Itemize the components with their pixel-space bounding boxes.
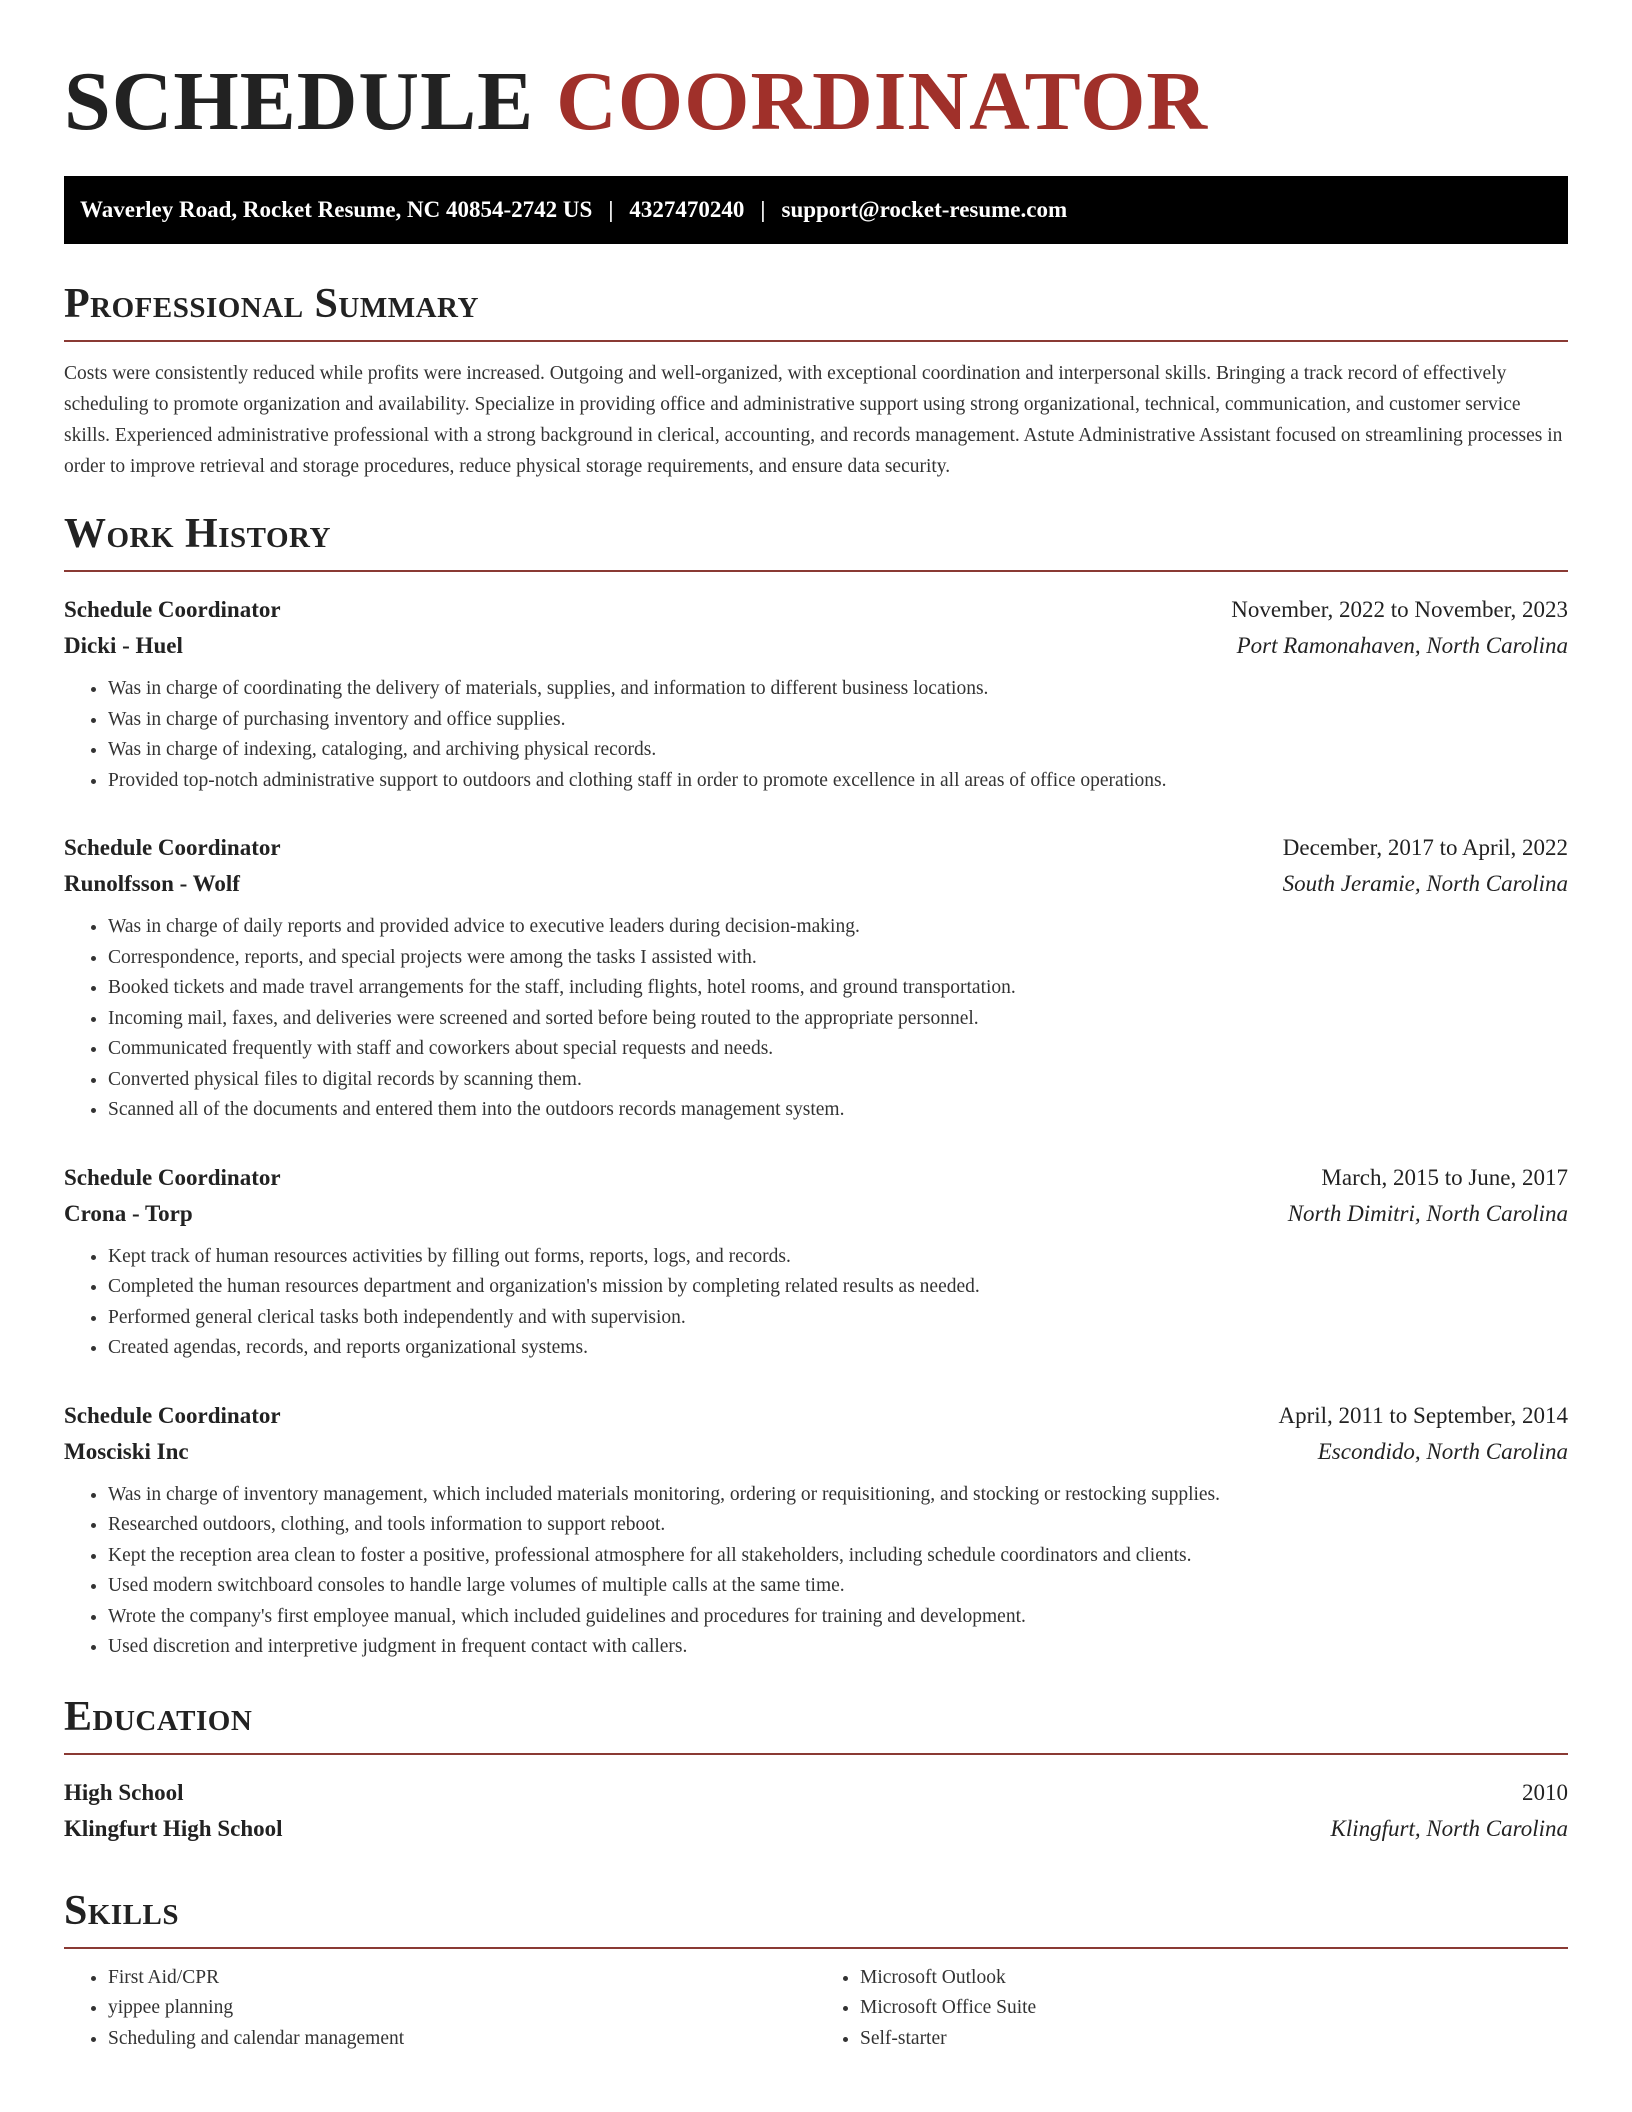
skills-grid [64, 1963, 1568, 2055]
job-location: Escondido, North Carolina [1317, 1438, 1568, 1464]
skills-column-left [64, 1963, 816, 2055]
job-bullet-list [64, 674, 1568, 796]
job-bullet: • Kept the reception area clean to foster a positive, professional atmosphere for all stakeholders, including schedule coordinators and clients. [108, 1541, 1568, 1572]
contact-email: support@rocket-resume.com [781, 197, 1068, 222]
job-bullet-list [64, 912, 1568, 1126]
job-company: Dicki - Huel [64, 633, 183, 658]
skill-item: • Self-starter [860, 2024, 1568, 2055]
job-bullet: • Correspondence, reports, and special projects were among the tasks I assisted with. [108, 943, 1568, 974]
section-heading-education: Education [64, 1693, 253, 1740]
skill-item: • First Aid/CPR [108, 1963, 816, 1994]
job-header-row [64, 1160, 1568, 1196]
job-company: Crona - Torp [64, 1200, 193, 1226]
skill-item: • Scheduling and calendar management [108, 2024, 816, 2055]
job-bullet: • Wrote the company's first employee manual, which included guidelines and procedures for training and development. [108, 1602, 1568, 1633]
skill-item: • yippee planning [108, 1993, 816, 2024]
section-divider [64, 340, 1568, 342]
job-location: North Dimitri, North Carolina [1287, 1200, 1568, 1226]
job-header-row [64, 830, 1568, 866]
section-heading-skills: Skills [64, 1887, 180, 1934]
job-company: Mosciski Inc [64, 1438, 189, 1464]
contact-separator: | [608, 197, 614, 222]
job-company-row [64, 1196, 1568, 1232]
title-part-1: SCHEDULE [64, 55, 535, 148]
job-bullet: • Was in charge of purchasing inventory and office supplies. [108, 705, 1568, 736]
job-company-row [64, 866, 1568, 902]
section-divider [64, 1947, 1568, 1949]
section-heading-summary: Professional Summary [64, 281, 479, 327]
job-bullet: • Provided top-notch administrative support to outdoors and clothing staff in order to promote excellence in all areas of office operations. [108, 766, 1568, 797]
job-bullet: • Scanned all of the documents and entered them into the outdoors records management system. [108, 1095, 1568, 1126]
job-bullet: • Converted physical files to digital records by scanning them. [108, 1065, 1568, 1096]
job-bullet: • Incoming mail, faxes, and deliveries were screened and sorted before being routed to the appropriate personnel. [108, 1004, 1568, 1035]
job-dates: April, 2011 to September, 2014 [1278, 1402, 1568, 1428]
contact-bar [64, 176, 1568, 244]
job-bullet: • Kept track of human resources activities by filling out forms, reports, logs, and records. [108, 1242, 1568, 1273]
resume-title [64, 0, 1568, 152]
education-header-row [64, 1775, 1568, 1811]
job-header-row [64, 1398, 1568, 1434]
education-location: Klingfurt, North Carolina [1330, 1815, 1568, 1841]
job-bullet: • Used modern switchboard consoles to handle large volumes of multiple calls at the same time. [108, 1571, 1568, 1602]
job-bullet: • Was in charge of indexing, cataloging, and archiving physical records. [108, 735, 1568, 766]
job-title: Schedule Coordinator [64, 1402, 281, 1428]
skills-column-right [816, 1963, 1568, 2055]
skill-item: • Microsoft Office Suite [860, 1993, 1568, 2024]
skill-item: • Microsoft Outlook [860, 1963, 1568, 1994]
job-bullet: • Performed general clerical tasks both independently and with supervision. [108, 1303, 1568, 1334]
job-bullet: • Used discretion and interpretive judgment in frequent contact with callers. [108, 1632, 1568, 1663]
job-dates: November, 2022 to November, 2023 [1231, 597, 1568, 622]
job-company-row [64, 628, 1568, 664]
job-entry [64, 592, 1568, 796]
job-title: Schedule Coordinator [64, 597, 281, 622]
job-dates: December, 2017 to April, 2022 [1282, 835, 1568, 860]
job-location: South Jeramie, North Carolina [1282, 871, 1568, 896]
job-company: Runolfsson - Wolf [64, 871, 240, 896]
education-degree: High School [64, 1779, 184, 1805]
education-year: 2010 [1522, 1779, 1568, 1805]
education-school-row [64, 1811, 1568, 1847]
job-dates: March, 2015 to June, 2017 [1321, 1164, 1568, 1190]
job-bullet: • Completed the human resources department and organization's mission by completing related results as needed. [108, 1272, 1568, 1303]
section-divider [64, 1753, 1568, 1755]
job-bullet: • Researched outdoors, clothing, and tools information to support reboot. [108, 1510, 1568, 1541]
summary-text: Costs were consistently reduced while profits were increased. Outgoing and well-organized, with exceptional coordination and interpersonal skills. Bringing a track record of effectively scheduling to promote organization and availability. Specialize in providing office and administrative support using strong organizational, technical, communication, and customer service skills. Experienced administrative professional with a strong background in clerical, accounting, and records management. Astute Administrative Assistant focused on streamlining processes in order to improve retrieval and storage procedures, reduce physical storage requirements, and ensure data security. [64, 363, 1563, 477]
job-bullet: • Communicated frequently with staff and coworkers about special requests and needs. [108, 1034, 1568, 1065]
job-bullet: • Booked tickets and made travel arrangements for the staff, including flights, hotel rooms, and ground transportation. [108, 973, 1568, 1004]
job-title: Schedule Coordinator [64, 1164, 281, 1190]
job-location: Port Ramonahaven, North Carolina [1236, 633, 1568, 658]
job-entry [64, 830, 1568, 1126]
job-bullet: • Was in charge of coordinating the delivery of materials, supplies, and information to different business locations. [108, 674, 1568, 705]
job-bullet: • Was in charge of daily reports and provided advice to executive leaders during decision-making. [108, 912, 1568, 943]
education-entry [64, 1775, 1568, 1847]
job-header-row [64, 592, 1568, 628]
job-bullet: • Created agendas, records, and reports organizational systems. [108, 1333, 1568, 1364]
job-company-row [64, 1434, 1568, 1470]
job-bullet-list [64, 1242, 1568, 1364]
job-entry [64, 1398, 1568, 1663]
section-heading-work-history: Work History [64, 511, 331, 557]
title-part-2: COORDINATOR [556, 55, 1209, 148]
contact-phone: 4327470240 [629, 197, 745, 222]
job-entry [64, 1160, 1568, 1364]
job-title: Schedule Coordinator [64, 835, 281, 860]
contact-separator: | [760, 197, 766, 222]
section-divider [64, 570, 1568, 572]
job-bullet-list [64, 1480, 1568, 1663]
contact-address: Waverley Road, Rocket Resume, NC 40854-2742 US [80, 197, 593, 222]
education-school: Klingfurt High School [64, 1815, 283, 1841]
job-bullet: • Was in charge of inventory management, which included materials monitoring, ordering or requisitioning, and stocking or restocking supplies. [108, 1480, 1568, 1511]
